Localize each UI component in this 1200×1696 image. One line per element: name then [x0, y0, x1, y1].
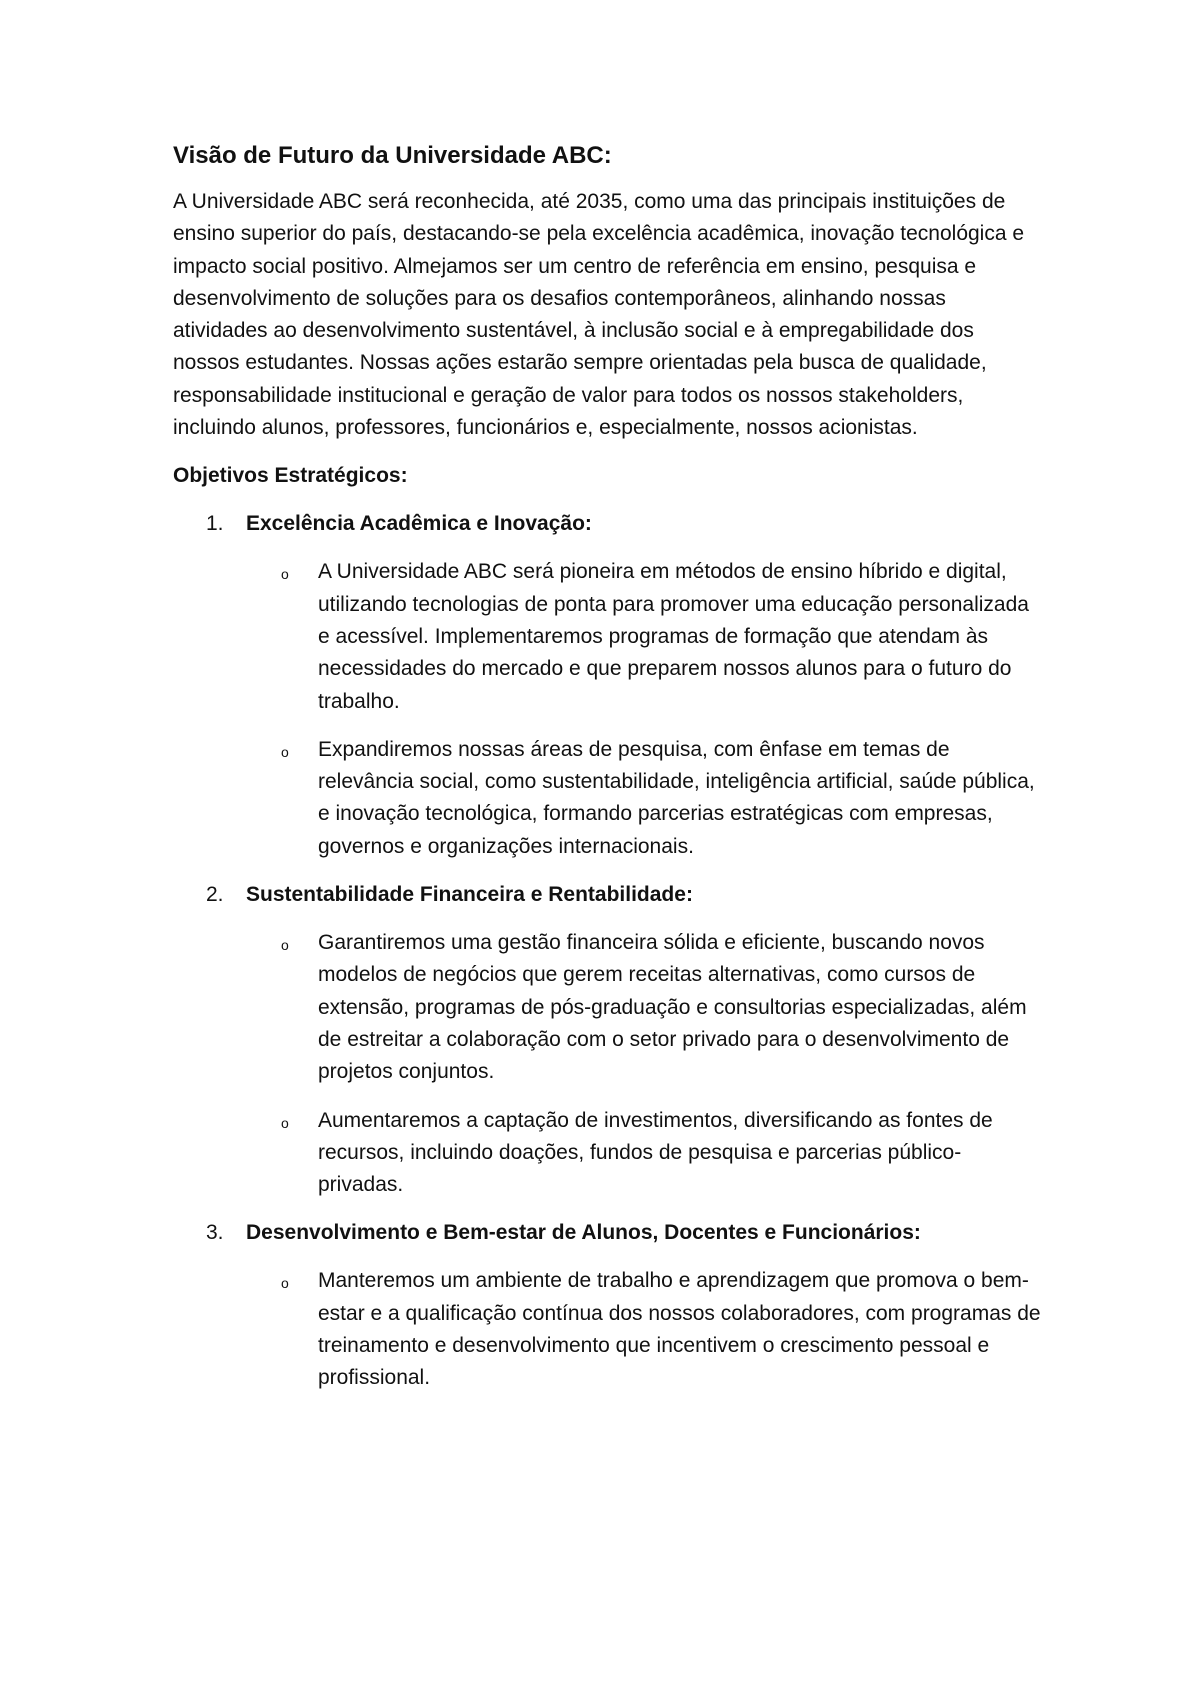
list-item: [173, 734, 1043, 863]
bullet-text: Aumentaremos a captação de investimentos, diversificando as fontes de recursos, incluindo doações, fundos de pesquisa e parcerias público-privadas.: [318, 1108, 993, 1197]
intro-paragraph: A Universidade ABC será reconhecida, até 2035, como uma das principais instituições de ensino superior do país, destacando-se pela excelência acadêmica, inovação tecnológica e impacto social positivo. Almejamos ser um centro de referência em ensino, pesquisa e desenvolvimento de soluções para os desafios contemporâneos, alinhando nossas atividades ao desenvolvimento sustentável, à inclusão social e à empregabilidade dos nossos estudantes. Nossas ações estarão sempre orientadas pela busca de qualidade, responsabilidade institucional e geração de valor para todos os nossos stakeholders, incluindo alunos, professores, funcionários e, especialmente, nossos acionistas.: [173, 190, 1025, 440]
bullet-text: Garantiremos uma gestão financeira sólida e eficiente, buscando novos modelos de negócios que gerem receitas alternativas, como cursos de extensão, programas de pós-graduação e consultorias especializadas, além de estreitar a colaboração com o setor privado para o desenvolvimento de projetos conjuntos.: [318, 931, 1027, 1084]
objective-heading: [173, 1217, 1043, 1249]
bullet-marker: o: [281, 937, 289, 954]
objective-title: Excelência Acadêmica e Inovação:: [246, 512, 592, 536]
bullet-text: Manteremos um ambiente de trabalho e aprendizagem que promova o bem-estar e a qualificação contínua dos nossos colaboradores, com programas de treinamento e desenvolvimento que incentivem o crescimento pessoal e profissional.: [318, 1269, 1041, 1390]
objective-title: Desenvolvimento e Bem-estar de Alunos, Docentes e Funcionários:: [246, 1221, 921, 1245]
objective-heading: [173, 879, 1043, 911]
objective-1: [173, 508, 1043, 863]
bullet-text: A Universidade ABC será pioneira em métodos de ensino híbrido e digital, utilizando tecnologias de ponta para promover uma educação personalizada e acessível. Implementaremos programas de formação que atendam às necessidades do mercado e que preparem nossos alunos para o futuro do trabalho.: [318, 560, 1029, 713]
bullet-marker: o: [281, 566, 289, 583]
bullet-marker: o: [281, 1275, 289, 1292]
bullet-marker: o: [281, 743, 289, 760]
document-page: [173, 140, 1043, 1411]
objective-heading: [173, 508, 1043, 540]
objectives-heading: Objetivos Estratégicos:: [173, 464, 408, 488]
document-title: Visão de Futuro da Universidade ABC:: [173, 142, 612, 169]
list-item: [173, 927, 1043, 1088]
objective-number: 3.: [206, 1221, 224, 1245]
bullet-marker: o: [281, 1114, 289, 1131]
objective-3: [173, 1217, 1043, 1394]
list-item: [173, 556, 1043, 717]
objective-2: [173, 879, 1043, 1201]
list-item: [173, 1105, 1043, 1202]
objective-title: Sustentabilidade Financeira e Rentabilidade:: [246, 883, 693, 907]
objective-number: 1.: [206, 512, 224, 536]
bullet-text: Expandiremos nossas áreas de pesquisa, com ênfase em temas de relevância social, como sustentabilidade, inteligência artificial, saúde pública, e inovação tecnológica, formando parcerias estratégicas com empresas, governos e organizações internacionais.: [318, 737, 1035, 858]
list-item: [173, 1265, 1043, 1394]
objective-number: 2.: [206, 883, 224, 907]
